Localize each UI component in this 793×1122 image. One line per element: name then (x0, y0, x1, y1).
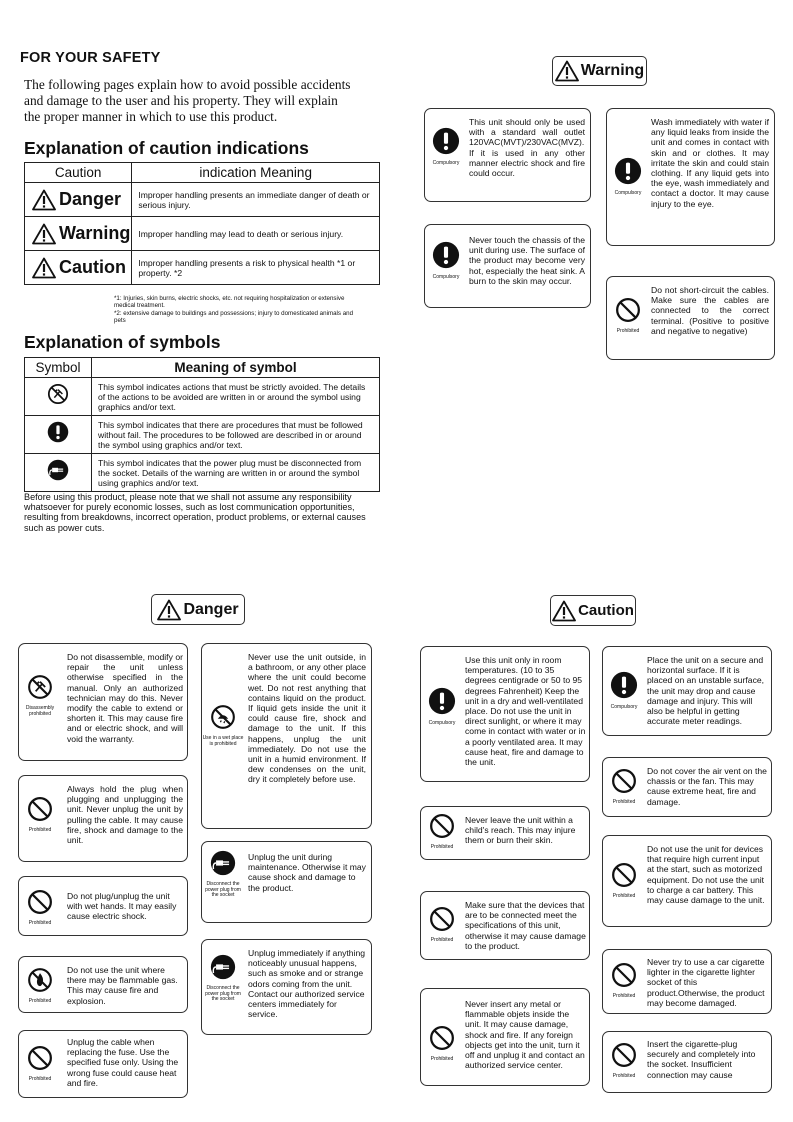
icon-caption: Prohibited (28, 827, 52, 833)
caution-box (420, 806, 590, 860)
caution-text: Do not use the unit for devices that require high current input at the start, such as motorized equipment. Do not use the unit to charge a car battery. This may cause damage to the unit. (647, 844, 765, 906)
danger-text: Never use the unit outside, in a bathroom, or any other place where the unit could become wet. Do not rest anything that contains liquid on the product. If liquid gets inside the unit it could cause fire, shock and damage to the unit. If this happens, unplug the unit immediately. Do not use the unit in a humid environment. If dew condenses on the unit, dry it completely before use. (248, 652, 366, 785)
icon-caption: Compulsory (614, 190, 642, 196)
prohibited-icon (611, 1042, 637, 1068)
warning-box (424, 224, 591, 308)
caution-text: Place the unit on a secure and horizontal surface. If it is placed on an unstable surface, the unit may drop and cause damage and injury. This will also be helpful in getting accurate meter readings. (647, 655, 765, 727)
icon-caption: Prohibited (28, 1076, 52, 1082)
caution-box (602, 949, 772, 1014)
danger-box (201, 841, 372, 923)
caution-table (24, 162, 380, 285)
prohibited-icon (27, 796, 53, 822)
prohibited-disassemble-icon (47, 383, 69, 405)
compulsory-icon (432, 127, 460, 155)
caution-box (420, 988, 590, 1086)
wet-place-prohibited-icon (210, 704, 236, 730)
warning-triangle-icon (555, 60, 579, 82)
symbol-section-title: Explanation of symbols (24, 332, 221, 352)
icon-caption: Prohibited (430, 844, 454, 850)
caution-text: Use this unit only in room temperatures. (10 to 35 degrees centigrade or 50 to 95 degrees Fahrenheit) Keep the unit in a dry and well-ventilated place. Do not use the unit in direct sunlight, or where it may come in contact with water or in a poorly ventilated area. It may cause heat, fire and damage to the unit. (465, 655, 586, 768)
warning-triangle-icon (32, 223, 56, 245)
caution-text: Never insert any metal or flammable objets inside the unit. It may cause damage, shock and fire. If any foreign objects get into the unit, turn it off and unplug it and contact an authorized service center. (465, 999, 585, 1071)
caution-box (420, 891, 590, 960)
caution-text: Do not cover the air vent on the chassis or the fan. This may cause extreme heat, fire and damage. (647, 766, 767, 807)
warning-box (606, 108, 775, 246)
icon-caption: Use in a wet place is prohibited (202, 735, 244, 747)
caution-text: Never leave the unit within a child's reach. This may injure them or burn their skin. (465, 815, 576, 846)
danger-text: Do not use the unit where there may be flammable gas. This may cause fire and explosion. (67, 965, 178, 1006)
warning-box (424, 108, 591, 202)
danger-box (18, 775, 188, 862)
caution-text: Make sure that the devices that are to be connected meet the specifications of this unit, otherwise it may cause damage to the product. (465, 900, 586, 951)
intro-line: The following pages explain how to avoid possible accidents (24, 77, 351, 92)
flammable-gas-prohibited-icon (27, 967, 53, 993)
danger-box (18, 1030, 188, 1098)
danger-text: Do not plug/unplug the unit with wet hands. It may easily cause electric shock. (67, 891, 177, 922)
prohibited-icon (611, 768, 637, 794)
symbol-desc: This symbol indicates that there are procedures that must be followed without fail. The procedures to be followed are described in or around the symbol using graphics and/or text. (92, 416, 380, 454)
compulsory-icon (614, 157, 642, 185)
prohibited-icon (615, 297, 641, 323)
footnotes (114, 295, 364, 324)
icon-caption: Compulsory (432, 160, 460, 166)
icon-caption: Prohibited (430, 1056, 454, 1062)
page-heading: FOR YOUR SAFETY (20, 50, 161, 66)
caution-desc: Improper handling presents a risk to physical health *1 or property. *2 (132, 251, 380, 285)
warning-desc: Improper handling may lead to death or serious injury. (132, 217, 380, 251)
caution-box (602, 757, 772, 817)
disassembly-prohibited-icon (27, 674, 53, 700)
symbol-meaning-col-header: Meaning of symbol (92, 358, 380, 378)
compulsory-icon (47, 421, 69, 443)
prohibited-icon (429, 906, 455, 932)
danger-box (18, 643, 188, 761)
caution-box (420, 646, 590, 782)
symbol-col-header: Symbol (25, 358, 92, 378)
icon-caption: Prohibited (28, 998, 52, 1004)
warning-triangle-icon (32, 257, 56, 279)
disclaimer: Before using this product, please note that we shall not assume any responsibility whatsoever for purely economic losses, such as lost communication opportunities, resulting from breakdowns, incorrect operation, product problems, or external causes such as power cuts. (24, 492, 366, 533)
warning-text: This unit should only be used with a standard wall outlet 120VAC(MVT)/230VAC(MVZ). If it is used in any other manner electric shock and fire could occur. (469, 117, 585, 179)
icon-caption: Prohibited (430, 937, 454, 943)
prohibited-icon (27, 889, 53, 915)
meaning-col-header: indication Meaning (132, 163, 380, 183)
danger-tag: Danger (151, 594, 245, 625)
danger-text: Unplug immediately if anything noticeably unusual happens, such as smoke and or strange odors coming from the unit. Contact our authorized service centers immediately for service. (248, 948, 366, 1020)
danger-text: Unplug the unit during maintenance. Otherwise it may cause shock and damage to the product. (248, 852, 366, 893)
prohibited-icon (429, 1025, 455, 1051)
icon-caption: Compulsory (428, 720, 456, 726)
caution-col-header: Caution (25, 163, 132, 183)
caution-box (602, 835, 772, 927)
icon-caption: Disassembly prohibited (25, 705, 55, 717)
prohibited-icon (429, 813, 455, 839)
danger-box (18, 876, 188, 936)
warning-tag: Warning (552, 56, 647, 86)
unplug-icon (47, 459, 69, 481)
danger-label: Danger (26, 189, 130, 211)
danger-text: Always hold the plug when plugging and unplugging the unit. Never unplug the unit by pulling the cable. It may cause fire, shock and damage to the unit. (67, 784, 183, 846)
warning-triangle-icon (157, 599, 181, 621)
symbol-desc: This symbol indicates actions that must be strictly avoided. The details of the actions to be avoided are written in or around the symbol using graphics and/or text. (92, 378, 380, 416)
prohibited-icon (27, 1045, 53, 1071)
caution-text: Insert the cigarette-plug securely and completely into the socket. Insufficient connection may cause (647, 1039, 756, 1080)
compulsory-icon (432, 241, 460, 269)
unplug-icon (210, 954, 236, 980)
caution-section-title: Explanation of caution indications (24, 138, 309, 158)
prohibited-icon (611, 862, 637, 888)
danger-box (201, 643, 372, 829)
warning-triangle-icon (552, 600, 576, 622)
danger-box (201, 939, 372, 1035)
icon-caption: Prohibited (612, 993, 636, 999)
icon-caption: Prohibited (612, 1073, 636, 1079)
prohibited-icon (611, 962, 637, 988)
warning-text: Do not short-circuit the cables. Make sure the cables are connected to the correct terminal. (Positive to positive and negative to negative) (651, 285, 769, 336)
caution-tag: Caution (550, 595, 636, 626)
danger-desc: Improper handling presents an immediate danger of death or serious injury. (132, 183, 380, 217)
caution-box (602, 1031, 772, 1093)
caution-text: Never try to use a car cigarette lighter in the cigarette lighter socket of this product.Otherwise, the product may become damaged. (647, 957, 765, 1008)
warning-text: Wash immediately with water if any liquid leaks from inside the unit and comes in contact with skin and or clothes. It may irritate the skin and could stain clothing. If any liquid gets into the eye, wash immediately and contact a doctor. It may cause injury to the eye. (651, 117, 769, 209)
unplug-icon (210, 850, 236, 876)
icon-caption: Prohibited (612, 893, 636, 899)
symbol-table (24, 357, 380, 492)
warning-triangle-icon (32, 189, 56, 211)
compulsory-icon (428, 687, 456, 715)
intro-line: the proper manner in which to use this product. (24, 109, 278, 124)
icon-caption: Disconnect the power plug from the socket (205, 985, 241, 1003)
footnote-1: *1: Injuries, skin burns, electric shocks, etc. not requiring hospitalization or extensive medical treatment. (114, 295, 345, 309)
danger-text: Unplug the cable when replacing the fuse. Use the specified fuse only. Using the wrong fuse could cause heat and fire. (67, 1037, 179, 1088)
icon-caption: Compulsory (432, 274, 460, 280)
danger-box (18, 956, 188, 1013)
symbol-desc: This symbol indicates that the power plug must be disconnected from the socket. Details of the warning are written in or around the symbol using graphics and/or text. (92, 454, 380, 492)
intro-text (24, 77, 351, 125)
caution-label: Caution (26, 257, 130, 279)
warning-label: Warning (26, 223, 130, 245)
warning-box (606, 276, 775, 360)
compulsory-icon (610, 671, 638, 699)
intro-line: and damage to the user and his property. They will explain (24, 93, 338, 108)
danger-text: Do not disassemble, modify or repair the unit unless otherwise specified in the manual. Only an authorized technician may do this. Never modify the cable to extend or shorten it. This may cause fire and or electric shock, and will void the warranty. (67, 652, 183, 744)
caution-box (602, 646, 772, 736)
icon-caption: Compulsory (610, 704, 638, 710)
icon-caption: Disconnect the power plug from the socket (205, 881, 241, 899)
icon-caption: Prohibited (616, 328, 640, 334)
icon-caption: Prohibited (612, 799, 636, 805)
warning-text: Never touch the chassis of the unit during use. The surface of the product may become very hot, especially the heat sink. A burn to the skin may occur. (469, 235, 585, 286)
footnote-2: *2: extensive damage to buildings and possessions; injury to domesticated animals and pets (114, 310, 354, 324)
icon-caption: Prohibited (28, 920, 52, 926)
